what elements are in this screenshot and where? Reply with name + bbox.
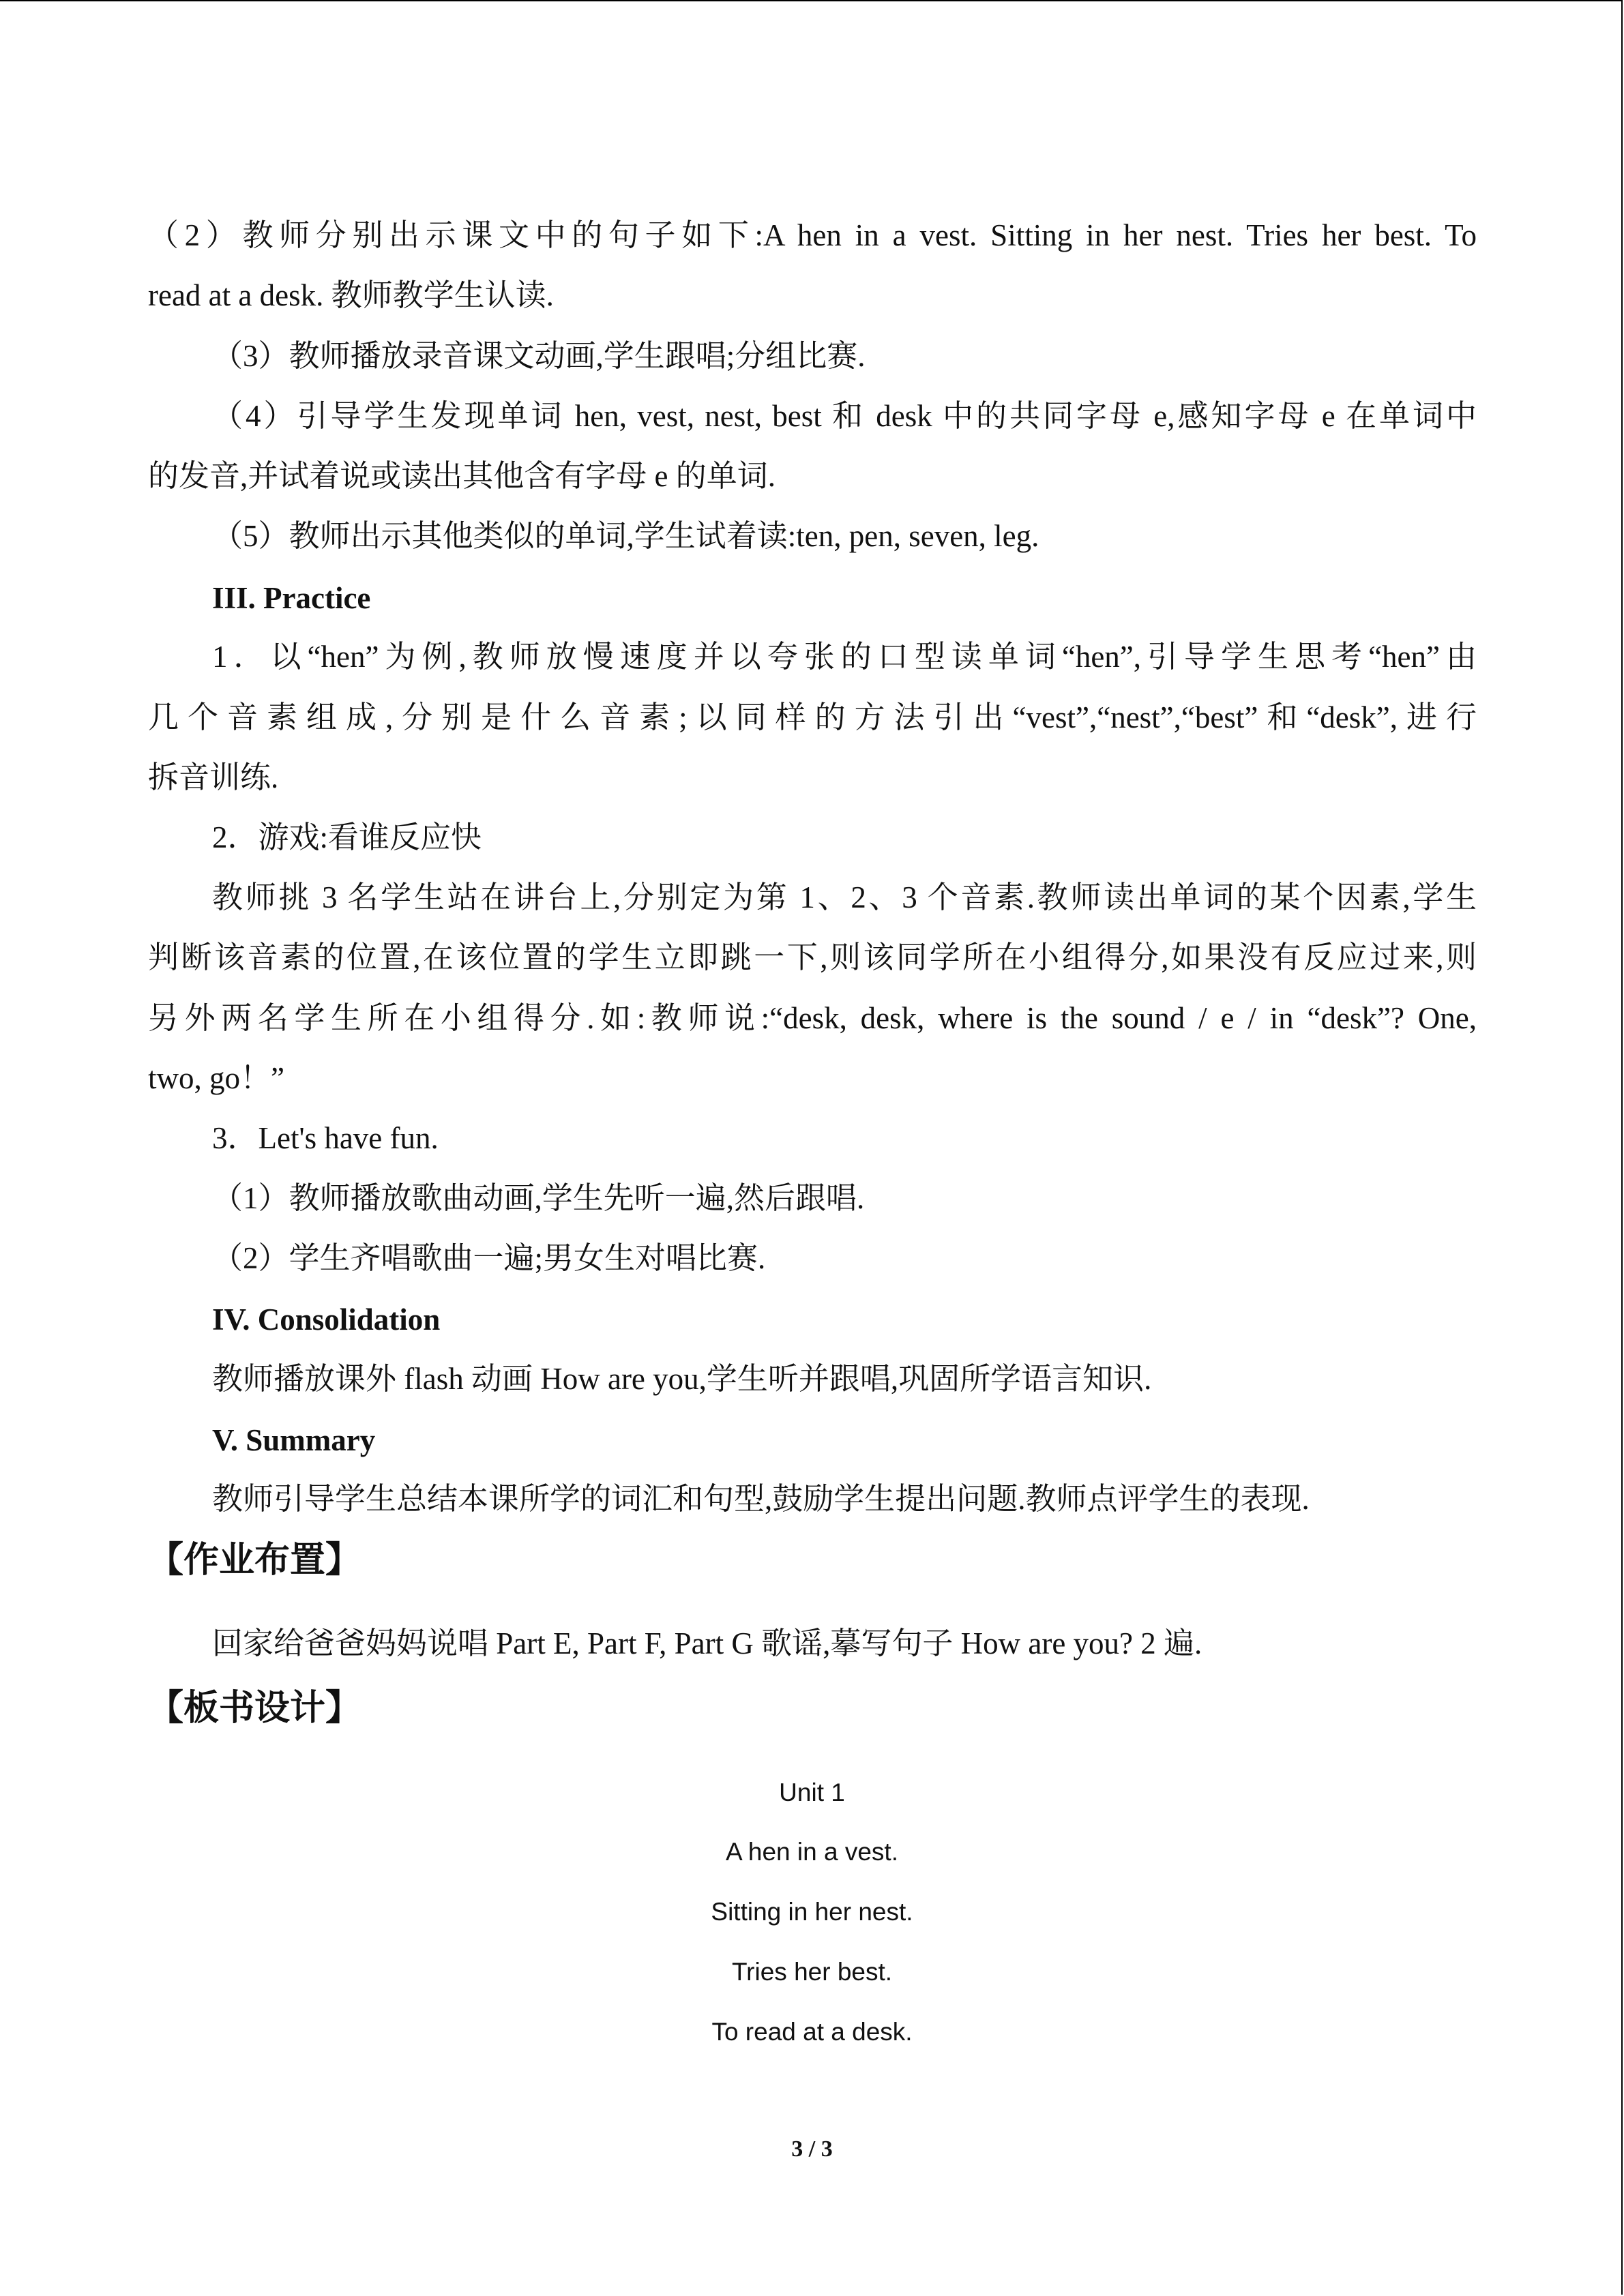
paragraph-line: 教师播放课外 flash 动画 How are you,学生听并跟唱,巩固所学语言知识. <box>212 1362 1152 1396</box>
paragraph-line: （3）教师播放录音课文动画,学生跟唱;分组比赛. <box>212 339 866 373</box>
board-line: Sitting in her nest. <box>711 1898 913 1926</box>
board-line-title: Unit 1 <box>779 1778 845 1806</box>
paragraph-line: （1）教师播放歌曲动画,学生先听一遍,然后跟唱. <box>212 1181 865 1215</box>
paragraph-line: 几个音素组成,分别是什么音素;以同样的方法引出“vest”,“nest”,“best”和“desk”,进行 <box>148 700 1477 734</box>
paragraph-line: two, go！” <box>148 1061 284 1095</box>
paragraph-line: 判断该音素的位置,在该位置的学生立即跳一下,则该同学所在小组得分,如果没有反应过来,则 <box>148 940 1477 974</box>
board-line: To read at a desk. <box>711 2018 913 2046</box>
paragraph-line: 的发音,并试着说或读出其他含有字母 e 的单词. <box>148 459 776 493</box>
paragraph-line: （2）教师分别出示课文中的句子如下:A hen in a vest. Sitting in her nest. Tries her best. To <box>148 218 1477 252</box>
paragraph-line: 2．游戏:看谁反应快 <box>212 820 482 854</box>
paragraph-line: 教师挑 3 名学生站在讲台上,分别定为第 1、2、3 个音素.教师读出单词的某个因素,学生 <box>212 880 1477 914</box>
homework-text: 回家给爸爸妈妈说唱 Part E, Part F, Part G 歌谣,摹写句子 How are you? 2 遍. <box>212 1626 1202 1660</box>
paragraph-line: （5）教师出示其他类似的单词,学生试着读:ten, pen, seven, leg. <box>212 519 1039 553</box>
board-heading: 【板书设计】 <box>148 1688 361 1729</box>
board-line: A hen in a vest. <box>725 1838 898 1866</box>
paragraph-line: （4）引导学生发现单词 hen, vest, nest, best 和 desk 中的共同字母 e,感知字母 e 在单词中 <box>212 399 1477 433</box>
board-line: Tries her best. <box>731 1958 893 1986</box>
section-heading: V. Summary <box>212 1423 376 1457</box>
paragraph-line: 1．以“hen”为例,教师放慢速度并以夸张的口型读单词“hen”,引导学生思考“hen”由 <box>212 640 1477 674</box>
page-number: 3 / 3 <box>791 2136 833 2162</box>
paragraph-line: 拆音训练. <box>148 760 279 794</box>
paragraph-line: 另外两名学生所在小组得分.如:教师说:“desk, desk, where is the sound / e / in “desk”? One, <box>148 1001 1477 1035</box>
section-heading: IV. Consolidation <box>212 1302 441 1337</box>
homework-heading: 【作业布置】 <box>148 1540 361 1581</box>
paragraph-line: （2）学生齐唱歌曲一遍;男女生对唱比赛. <box>212 1241 766 1275</box>
paragraph-line: 3．Let's have fun. <box>212 1121 439 1155</box>
section-heading: III. Practice <box>212 581 371 615</box>
paragraph-line: read at a desk. 教师教学生认读. <box>148 278 554 312</box>
paragraph-line: 教师引导学生总结本课所学的词汇和句型,鼓励学生提出问题.教师点评学生的表现. <box>212 1482 1310 1516</box>
